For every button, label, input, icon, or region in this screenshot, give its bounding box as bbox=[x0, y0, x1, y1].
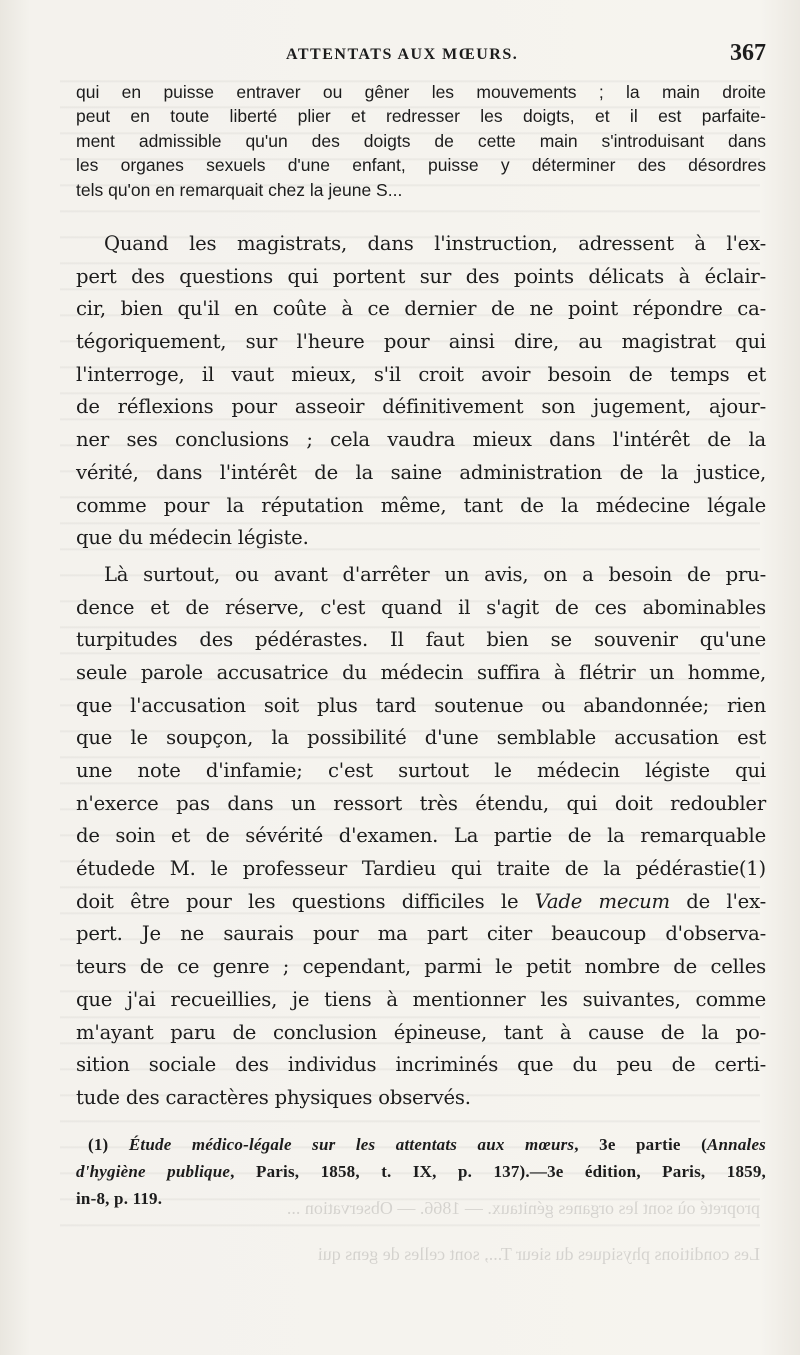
text-line: turpitudes des pédérastes. Il faut bien se souvenir qu'une bbox=[76, 628, 766, 652]
text-line: tels qu'on en remarquait chez la jeune S... bbox=[76, 179, 403, 200]
text-line: les organes sexuels d'une enfant, puisse y déterminer des désordres bbox=[76, 155, 766, 176]
paragraph-magistrats bbox=[76, 228, 766, 555]
text-line: peut en toute liberté plier et redresser les doigts, et il est parfaite- bbox=[76, 106, 766, 127]
italic-vade-mecum: Vade mecum bbox=[534, 889, 670, 913]
text-line: qui en puisse entraver ou gêner les mouvements ; la main droite bbox=[76, 82, 766, 102]
text-line: pert. Je ne saurais pour ma part citer beaucoup d'observa- bbox=[76, 922, 766, 946]
text-line: de réflexions pour asseoir définitivement son jugement, ajour- bbox=[76, 395, 766, 419]
text-segment: de l'ex- bbox=[669, 889, 766, 913]
text-line-vade-mecum bbox=[76, 886, 766, 919]
text-line: ment admissible qu'un des doigts de cette main s'introduisant dans bbox=[76, 130, 766, 151]
intro-paragraph bbox=[76, 80, 766, 202]
page-header bbox=[76, 40, 766, 70]
text-line: seule parole accusatrice du médecin suffira à flétrir un homme, bbox=[76, 660, 766, 684]
text-line: ner ses conclusions ; cela vaudra mieux dans l'intérêt de la bbox=[76, 428, 766, 452]
page-number: 367 bbox=[730, 40, 766, 66]
footnote-line: in-8, p. 119. bbox=[76, 1189, 163, 1208]
text-line: que le soupçon, la possibilité d'une semblable accusation est bbox=[76, 726, 766, 750]
running-head: ATTENTATS AUX MŒURS. bbox=[286, 46, 519, 63]
text-line: dence et de réserve, c'est quand il s'agit de ces abominables bbox=[76, 595, 766, 619]
bleed-line: Les conditions physiques du sieur T..., sont celles de gens qui bbox=[317, 1244, 760, 1264]
footnote-marker: (1) bbox=[88, 1135, 129, 1154]
text-line: Là surtout, ou avant d'arrêter un avis, on a besoin de pru- bbox=[104, 562, 766, 586]
text-line: m'ayant paru de conclusion épineuse, tant à cause de la po- bbox=[76, 1020, 766, 1044]
text-line: vérité, dans l'intérêt de la saine administration de la justice, bbox=[76, 460, 766, 484]
text-line: l'interroge, il vaut mieux, s'il croit avoir besoin de temps et bbox=[76, 362, 766, 386]
paragraph-pederastes bbox=[76, 559, 766, 1115]
text-segment: doit être pour les questions difficiles le bbox=[76, 889, 535, 913]
text-line: que du médecin légiste. bbox=[76, 526, 309, 550]
text-line: de soin et de sévérité d'examen. La partie de la remarquable bbox=[76, 824, 766, 848]
footnote-journal: Annales bbox=[706, 1135, 767, 1154]
bleed-line: propreté où sont les organes génitaux. — 1866. — Observation ... bbox=[286, 1198, 760, 1218]
text-line: étudede M. le professeur Tardieu qui traite de la pédérastie(1) bbox=[76, 857, 766, 881]
text-line: teurs de ce genre ; cependant, parmi le petit nombre de celles bbox=[76, 955, 766, 979]
footnote-journal-cont: d'hygiène publique bbox=[76, 1162, 231, 1181]
bleed-through-text bbox=[80, 1185, 760, 1277]
text-line: sition sociale des individus incriminés que du peu de certi- bbox=[76, 1053, 766, 1077]
text-line: que l'accusation soit plus tard soutenue ou abandonnée; rien bbox=[76, 693, 766, 717]
text-line: tude des caractères physiques observés. bbox=[76, 1085, 471, 1109]
footnote-line bbox=[76, 1131, 766, 1158]
footnote-line bbox=[76, 1158, 766, 1185]
text-line: tégoriquement, sur l'heure pour ainsi dire, au magistrat qui bbox=[76, 330, 766, 354]
text-line: Quand les magistrats, dans l'instruction, adressent à l'ex- bbox=[104, 232, 766, 255]
text-segment: , 3e partie ( bbox=[574, 1135, 707, 1154]
text-line: une note d'infamie; c'est surtout le médecin légiste qui bbox=[76, 759, 766, 782]
footnote-title: Étude médico-légale sur les attentats aux mœurs bbox=[128, 1135, 575, 1154]
text-line: n'exerce pas dans un ressort très étendu, qui doit redoubler bbox=[76, 791, 766, 815]
body-text bbox=[76, 228, 766, 1115]
text-segment: , Paris, 1858, t. IX, p. 137).—3e édition, Paris, 1859, bbox=[230, 1162, 766, 1181]
text-line: pert des questions qui portent sur des points délicats à éclair- bbox=[76, 264, 766, 288]
text-line: que j'ai recueillies, je tiens à mentionner les suivantes, comme bbox=[76, 987, 766, 1011]
text-line: cir, bien qu'il en coûte à ce dernier de ne point répondre ca- bbox=[76, 297, 766, 321]
text-line: comme pour la réputation même, tant de la médecine légale bbox=[76, 493, 766, 517]
